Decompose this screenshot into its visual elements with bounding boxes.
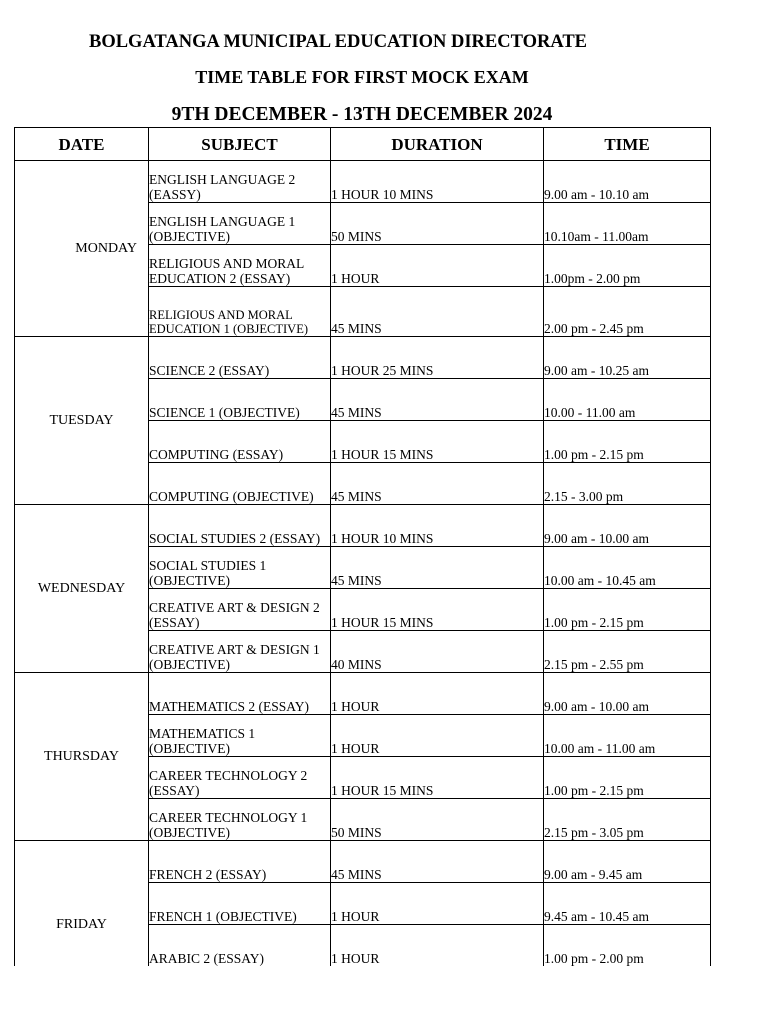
subject-cell: SOCIAL STUDIES 2 (ESSAY) <box>149 505 331 547</box>
subject-cell: FRENCH 1 (OBJECTIVE) <box>149 883 331 925</box>
duration-cell: 1 HOUR 15 MINS <box>331 757 544 799</box>
subject-cell: SOCIAL STUDIES 1 (OBJECTIVE) <box>149 547 331 589</box>
table-row <box>15 161 711 203</box>
duration-cell: 1 HOUR <box>331 925 544 967</box>
subject-cell: COMPUTING (OBJECTIVE) <box>149 463 331 505</box>
table-row <box>15 505 711 547</box>
duration-cell: 1 HOUR <box>331 245 544 287</box>
time-cell: 2.15 - 3.00 pm <box>544 463 711 505</box>
time-cell: 2.15 pm - 2.55 pm <box>544 631 711 673</box>
day-cell-tuesday: TUESDAY <box>15 337 149 505</box>
subject-cell: ENGLISH LANGUAGE 2 (EASSY) <box>149 161 331 203</box>
subject-cell: FRENCH 2 (ESSAY) <box>149 841 331 883</box>
table-header-row <box>15 128 711 161</box>
day-cell-thursday: THURSDAY <box>15 673 149 841</box>
time-cell: 9.00 am - 10.00 am <box>544 505 711 547</box>
time-cell: 10.00 - 11.00 am <box>544 379 711 421</box>
subject-cell: SCIENCE 1 (OBJECTIVE) <box>149 379 331 421</box>
subject-cell: RELIGIOUS AND MORAL EDUCATION 2 (ESSAY) <box>149 245 331 287</box>
column-header-subject: SUBJECT <box>149 128 331 161</box>
time-cell: 9.00 am - 10.25 am <box>544 337 711 379</box>
duration-cell: 50 MINS <box>331 799 544 841</box>
column-header-date: DATE <box>15 128 149 161</box>
date-range-title: 9TH DECEMBER - 13TH DECEMBER 2024 <box>171 104 553 125</box>
time-cell: 1.00 pm - 2.15 pm <box>544 421 711 463</box>
subject-cell: CAREER TECHNOLOGY 2 (ESSAY) <box>149 757 331 799</box>
day-cell-friday: FRIDAY <box>15 841 149 1009</box>
day-cell-wednesday: WEDNESDAY <box>15 505 149 673</box>
duration-cell: 50 MINS <box>331 203 544 245</box>
time-cell: 9.00 am - 9.45 am <box>544 841 711 883</box>
duration-cell: 1 HOUR 15 MINS <box>331 589 544 631</box>
time-cell: 9.45 am - 10.45 am <box>544 883 711 925</box>
subject-cell: COMPUTING (ESSAY) <box>149 421 331 463</box>
subject-cell: MATHEMATICS 2 (ESSAY) <box>149 673 331 715</box>
subject-cell: MATHEMATICS 1 (OBJECTIVE) <box>149 715 331 757</box>
duration-cell: 1 HOUR 10 MINS <box>331 505 544 547</box>
duration-cell: 1 HOUR 10 MINS <box>331 161 544 203</box>
time-cell: 1.00 pm - 2.00 pm <box>544 925 711 967</box>
table-row <box>15 337 711 379</box>
time-cell: 1.00 pm - 2.15 pm <box>544 589 711 631</box>
duration-cell: 45 MINS <box>331 547 544 589</box>
directorate-title: BOLGATANGA MUNICIPAL EDUCATION DIRECTORATE <box>88 32 588 52</box>
time-cell: 2.15 pm - 3.05 pm <box>544 799 711 841</box>
duration-cell: 1 HOUR <box>331 883 544 925</box>
time-cell: 1.00 pm - 2.15 pm <box>544 757 711 799</box>
column-header-time: TIME <box>544 128 711 161</box>
time-cell: 10.00 am - 11.00 am <box>544 715 711 757</box>
timetable-title: TIME TABLE FOR FIRST MOCK EXAM <box>195 67 529 87</box>
duration-cell: 1 HOUR <box>331 673 544 715</box>
table-row <box>15 841 711 883</box>
time-cell: 2.00 pm - 2.45 pm <box>544 287 711 337</box>
duration-cell: 45 MINS <box>331 841 544 883</box>
subject-cell: CAREER TECHNOLOGY 1 (OBJECTIVE) <box>149 799 331 841</box>
time-cell: 9.00 am - 10.10 am <box>544 161 711 203</box>
duration-cell: 45 MINS <box>331 379 544 421</box>
page-cutoff <box>0 966 768 1024</box>
day-cell-monday: MONDAY <box>15 161 149 337</box>
duration-cell: 45 MINS <box>331 287 544 337</box>
duration-cell: 1 HOUR 15 MINS <box>331 421 544 463</box>
duration-cell: 45 MINS <box>331 463 544 505</box>
exam-timetable <box>14 127 711 1009</box>
time-cell: 9.00 am - 10.00 am <box>544 673 711 715</box>
duration-cell: 1 HOUR 25 MINS <box>331 337 544 379</box>
table-row <box>15 673 711 715</box>
subject-cell: ARABIC 2 (ESSAY) <box>149 925 331 967</box>
subject-cell: ENGLISH LANGUAGE 1 (OBJECTIVE) <box>149 203 331 245</box>
subject-cell: SCIENCE 2 (ESSAY) <box>149 337 331 379</box>
subject-cell: RELIGIOUS AND MORAL EDUCATION 1 (OBJECTIVE) <box>149 287 331 337</box>
subject-cell: CREATIVE ART & DESIGN 2 (ESSAY) <box>149 589 331 631</box>
duration-cell: 1 HOUR <box>331 715 544 757</box>
time-cell: 10.00 am - 10.45 am <box>544 547 711 589</box>
column-header-duration: DURATION <box>331 128 544 161</box>
subject-cell: CREATIVE ART & DESIGN 1 (OBJECTIVE) <box>149 631 331 673</box>
duration-cell: 40 MINS <box>331 631 544 673</box>
time-cell: 1.00pm - 2.00 pm <box>544 245 711 287</box>
time-cell: 10.10am - 11.00am <box>544 203 711 245</box>
